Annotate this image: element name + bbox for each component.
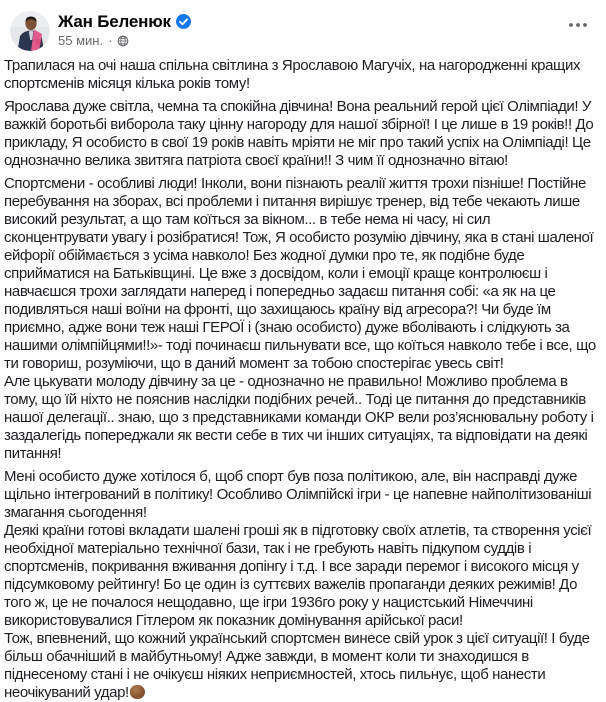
- author-name[interactable]: Жан Беленюк: [58, 12, 171, 31]
- ellipsis-icon: [568, 22, 588, 28]
- post-body: [0, 51, 606, 702]
- meta-separator: ·: [108, 33, 113, 48]
- timestamp[interactable]: 55 мин.: [58, 33, 104, 48]
- post-paragraph-text: Тож, впевнений, що кожний український спортсмен винесе свій урок з цієї ситуації! І буде більш обачніший в майбутньому! Адже завжди, в момент коли ти знаходишся в піднесеному стані і не очікуєш ніяких неприємностей, хтось пильнує, щоб нанести неочікуваний удар!: [4, 630, 590, 701]
- globe-icon: [117, 35, 129, 47]
- author-avatar[interactable]: [10, 11, 50, 51]
- avatar-image: [10, 11, 50, 51]
- verified-check-icon: [176, 14, 191, 29]
- post-paragraph: Ярослава дуже світла, чемна та спокійна дівчина! Вона реальний герой цієї Олімпіади! У важкій боротьбі виборола таку цінну нагороду для нашої збірної! І це лише в 19 років!! До прикладу, Я особисто в свої 19 років навіть мріяти не міг про такий успіх на Олімпіаді! Це однозначно велика звитяга патріота своєї країни!! З чим її однозначно вітаю!: [4, 98, 594, 169]
- post-paragraph: Деякі країни готові вкладати шалені гроші як в підготовку своїх атлетів, та створення усієї необхідної матеріально технічної бази, так і не гребують навіть підкупом суддів і спортсменів, покривання вживання допінгу і т.д. І все заради перемог і високого місця у підсумковому рейтингу! Бо це один із суттєвих важелів пропаганди деяких режимів! До того ж, це не почалося нещодавно, ще ігри 1936го року у нацистський Німеччині використовувалися Гітлером як показник домінування арійської раси!: [4, 522, 592, 629]
- post-header: [0, 0, 606, 51]
- fist-emoji: [130, 685, 145, 699]
- post-paragraph: Трапилася на очі наша спільна світлина з Ярославою Магучіх, на нагородженні кращих спортсменів місяця кілька років тому!: [4, 57, 581, 92]
- author-name-row: [58, 11, 191, 32]
- post-menu-button[interactable]: [562, 16, 594, 34]
- post-paragraph: Мені особисто дуже хотілося б, щоб спорт був поза політикою, але, він насправді дуже щільно інтегрований в політику! Особливо Олімпійскі ігри - це напевне найполітизованіші змагання сьогодення!: [4, 468, 592, 521]
- post-paragraph: Але цькувати молоду дівчину за це - однозначно не правильно! Можливо проблема в тому, що їй ніхто не пояснив наслідки подібних речей.. Тоді це питання до представників нашої делегації.. знаю, що з представниками команди ОКР вели роз’яснювальну роботу і заздалегідь попереджали як вести себе в тих чи інших ситуаціях, та відповідати на деякі питання!: [4, 373, 594, 462]
- post-paragraph-last: [4, 630, 596, 702]
- post-paragraph: Спортсмени - особливі люди! Інколи, вони пізнають реалії життя трохи пізніше! Постійне перебування на зборах, всі проблеми і питання вирішує тренер, від тебе чекають лише високий результат, а що там коїться за вікном... в тебе нема ні часу, ні сил сконцентрувати увагу і розібратися! Тож, Я особисто розумію дівчину, яка в стані шаленої ейфорії обіймається з усіма навколо! Без жодної думки про те, як подібне буде сприйматися на Батьківщині. Це вже з досвідом, коли і емоції краще контролюєш і навчаєшся трохи заглядати наперед і попередньо задаєш питання собі: «а як на це подивляться наші воїни на фронті, що захищаюсь країну від агресора?! Чи буде їм приємно, адже вони теж наші ГЕРОЇ і (знаю особисто) дуже вболівають і слідкують за нашими олімпійцями!!»- тоді починаєш пильнувати все, що коїться навколо тебе і все, що ти говориш, розуміючи, що в даний момент за тобою спостерігає увесь світ!: [4, 175, 596, 372]
- post-meta-row[interactable]: [58, 32, 191, 49]
- header-meta: [58, 11, 191, 49]
